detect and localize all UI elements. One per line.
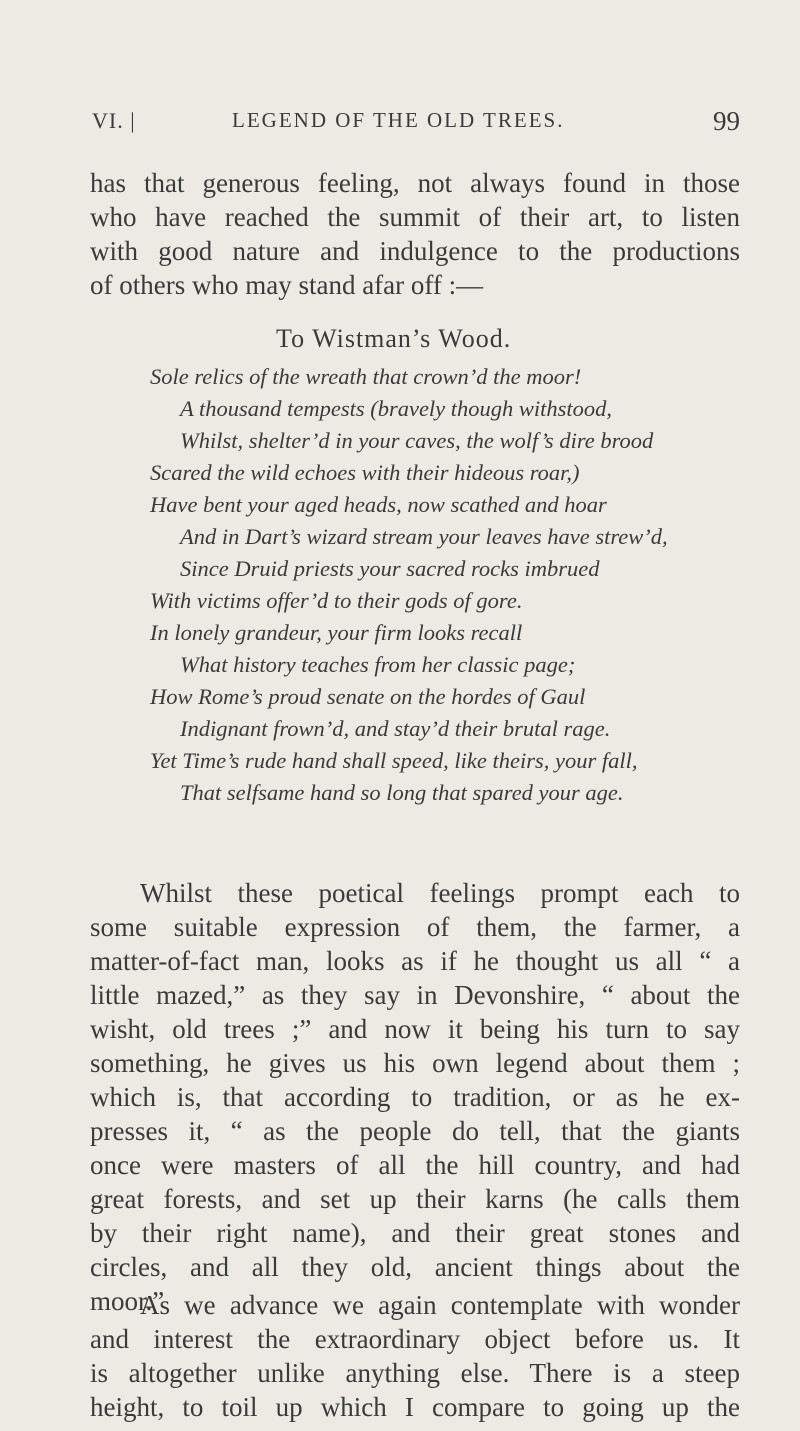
poem-line: Whilst, shelter’d in your caves, the wolf’s dire brood <box>180 428 654 453</box>
chapter-number: VI. | <box>92 108 136 133</box>
poem-line: Have bent your aged heads, now scathed and hoar <box>150 492 607 517</box>
text-line: by their right name), and their great stones and <box>90 1218 740 1248</box>
poem-line: How Rome’s proud senate on the hordes of Gaul <box>150 684 586 709</box>
text-line: circles, and all they old, ancient things about the <box>90 1252 740 1282</box>
text-line: height, to toil up which I compare to going up the <box>90 1392 740 1422</box>
text-line: As we advance we again contemplate with wonder <box>140 1290 740 1320</box>
text-line: which is, that according to tradition, or as he ex- <box>90 1082 740 1112</box>
text-line: something, he gives us his own legend about them ; <box>90 1048 740 1078</box>
poem-line: A thousand tempests (bravely though withstood, <box>180 396 613 421</box>
text-line: once were masters of all the hill country, and had <box>90 1150 740 1180</box>
running-header <box>92 108 740 144</box>
poem-line: Sole relics of the wreath that crown’d the moor! <box>150 364 582 389</box>
text-line: who have reached the summit of their art, to listen <box>90 202 740 232</box>
poem-title: To Wistman’s Wood. <box>276 324 512 353</box>
text-line: of others who may stand afar off :— <box>90 270 484 300</box>
poem-line: Since Druid priests your sacred rocks imbrued <box>180 556 600 581</box>
text-line: great forests, and set up their karns (he calls them <box>90 1184 740 1214</box>
poem-line: What history teaches from her classic page; <box>180 652 576 677</box>
poem-line: With victims offer’d to their gods of gore. <box>150 588 523 613</box>
text-line: Whilst these poetical feelings prompt each to <box>140 878 740 908</box>
text-line: is altogether unlike anything else. There is a steep <box>90 1358 740 1388</box>
page-number: 99 <box>713 106 740 136</box>
poem-line: Indignant frown’d, and stay’d their brutal rage. <box>180 716 611 741</box>
text-line: moor.” <box>90 1286 165 1316</box>
text-line: wisht, old trees ;” and now it being his turn to say <box>90 1014 740 1044</box>
poem-line: In lonely grandeur, your firm looks recall <box>150 620 523 645</box>
running-title: LEGEND OF THE OLD TREES. <box>232 108 565 132</box>
text-line: presses it, “ as the people do tell, that the giants <box>90 1116 740 1146</box>
text-line: matter-of-fact man, looks as if he thought us all “ a <box>90 946 740 976</box>
text-line: some suitable expression of them, the farmer, a <box>90 912 740 942</box>
text-line: with good nature and indulgence to the productions <box>90 236 740 266</box>
poem-line: Yet Time’s rude hand shall speed, like theirs, your fall, <box>150 748 638 773</box>
text-line: has that generous feeling, not always found in those <box>90 168 740 198</box>
poem-line: And in Dart’s wizard stream your leaves have strew’d, <box>180 524 668 549</box>
poem-line: That selfsame hand so long that spared your age. <box>180 780 624 805</box>
text-line: and interest the extraordinary object before us. It <box>90 1324 740 1354</box>
text-line: little mazed,” as they say in Devonshire, “ about the <box>90 980 740 1010</box>
poem-line: Scared the wild echoes with their hideous roar,) <box>150 460 580 485</box>
